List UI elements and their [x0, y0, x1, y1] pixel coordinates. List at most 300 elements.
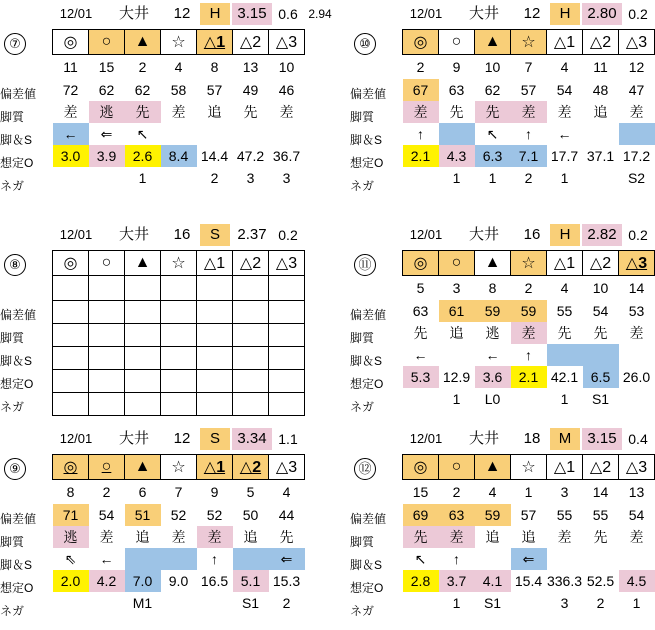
hensachi-cell: 62: [484, 82, 501, 98]
empty-cell: [53, 276, 89, 301]
kyaku-cell: 差: [171, 104, 186, 120]
horse-number: 2: [102, 484, 111, 500]
hensachi-cell: 53: [628, 303, 645, 319]
row-label-soutei: 想定O: [0, 581, 34, 595]
soutei-cell: 8.4: [161, 145, 197, 167]
soutei-cell: 36.7: [272, 148, 301, 164]
ashi-cell: ⇐: [100, 125, 113, 142]
hensachi-cell: 55: [556, 303, 573, 319]
race-table: [402, 454, 655, 614]
nega-cell: 1: [452, 391, 461, 407]
ashi-cell: ↑: [525, 347, 532, 363]
horse-number: 4: [488, 484, 497, 500]
kyaku-cell: 差: [511, 322, 547, 344]
race-table: [402, 29, 655, 189]
mark-cell: ○: [89, 251, 125, 276]
hensachi-cell: 59: [475, 300, 511, 322]
soutei-cell: 14.4: [200, 148, 229, 164]
row-label-soutei: 想定O: [350, 156, 384, 170]
race-number-badge: ⑧: [4, 254, 26, 276]
row-label-soutei: 想定O: [350, 377, 384, 391]
race-runner-count: 16: [173, 226, 191, 243]
soutei-cell: 3.6: [475, 366, 511, 388]
hensachi-cell: 52: [170, 507, 187, 523]
nega-cell: [197, 592, 233, 614]
kyaku-cell: 差: [403, 101, 439, 123]
horse-number: 9: [210, 484, 219, 500]
nega-cell: [161, 167, 197, 189]
hensachi-cell: 44: [278, 507, 295, 523]
empty-cell: [161, 324, 197, 347]
race-value-3: 2.94: [308, 7, 332, 21]
hensachi-cell: 67: [403, 79, 439, 101]
race-runner-count: 16: [523, 226, 541, 243]
nega-cell: 2: [210, 170, 219, 186]
nega-cell: [161, 592, 197, 614]
nega-cell: S1: [241, 595, 260, 611]
race-number-badge: ⑦: [4, 33, 26, 55]
horse-number: 2: [138, 59, 147, 75]
horse-number: 4: [560, 59, 569, 75]
ashi-cell: ←: [53, 123, 89, 145]
empty-cell: [233, 370, 269, 393]
race-header: [52, 224, 372, 248]
mark-cell: △3: [269, 251, 305, 276]
nega-cell: M1: [132, 595, 153, 611]
kyaku-cell: 先: [593, 529, 608, 545]
mark-cell: △2: [583, 455, 619, 480]
empty-cell: [197, 276, 233, 301]
row-label-kyaku: 脚質: [350, 331, 375, 345]
mark-cell: ☆: [161, 251, 197, 276]
kyaku-cell: 差: [99, 529, 114, 545]
soutei-cell: 3.0: [53, 145, 89, 167]
race-date: 12/01: [409, 6, 443, 21]
soutei-cell: 47.2: [236, 148, 265, 164]
soutei-cell: 2.6: [125, 145, 161, 167]
horse-number: 14: [628, 280, 645, 296]
race-value-1: 3.15: [582, 428, 622, 450]
mark-cell: ▲: [475, 251, 511, 276]
race-track: 大井: [468, 5, 499, 22]
horse-number: 13: [628, 484, 645, 500]
kyaku-cell: 先: [413, 325, 428, 341]
empty-cell: [53, 301, 89, 324]
mark-cell: ☆: [511, 30, 547, 55]
horse-number: 1: [524, 484, 533, 500]
soutei-cell: 16.5: [200, 573, 229, 589]
soutei-cell: 9.0: [168, 573, 189, 589]
empty-cell: [269, 347, 305, 370]
soutei-cell: 336.3: [546, 573, 583, 589]
race-header: [52, 3, 372, 27]
race-grade: H: [550, 224, 580, 246]
kyaku-cell: 逃: [89, 101, 125, 123]
soutei-cell: 7.1: [511, 145, 547, 167]
mark-cell: △3: [269, 455, 305, 480]
hensachi-cell: 62: [134, 82, 151, 98]
row-label-nega: ネガ: [0, 179, 25, 193]
race-value-1: 2.80: [582, 3, 622, 25]
row-label-ashi: 脚＆S: [350, 354, 383, 368]
horse-number: 10: [484, 59, 501, 75]
race-date: 12/01: [409, 431, 443, 446]
ashi-cell: ↑: [417, 126, 424, 142]
horse-number: 11: [63, 59, 78, 75]
horse-number: 4: [282, 484, 291, 500]
soutei-cell: 3.7: [439, 570, 475, 592]
mark-cell: ◎: [53, 455, 89, 480]
soutei-cell: 5.3: [403, 366, 439, 388]
soutei-cell: 7.0: [125, 570, 161, 592]
soutei-cell: 2.0: [53, 570, 89, 592]
horse-number: 15: [412, 484, 429, 500]
race-runner-count: 18: [523, 430, 541, 447]
horse-number: 12: [628, 59, 645, 75]
nega-cell: 1: [560, 170, 569, 186]
row-label-soutei: 想定O: [350, 581, 384, 595]
ashi-cell: [233, 123, 269, 145]
race-header: [402, 428, 655, 452]
race-grade: S: [200, 224, 230, 246]
empty-cell: [89, 393, 125, 416]
hensachi-cell: 54: [556, 82, 573, 98]
kyaku-cell: 先: [593, 325, 608, 341]
race-value-2: 0.2: [628, 6, 648, 22]
mark-cell: ☆: [161, 30, 197, 55]
nega-cell: 2: [282, 595, 291, 611]
ashi-cell: [125, 548, 161, 570]
race-number-badge: ⑪: [354, 254, 376, 276]
nega-cell: [619, 388, 655, 410]
mark-cell: △1: [547, 30, 583, 55]
row-label-kyaku: 脚質: [0, 110, 25, 124]
mark-cell: ◎: [53, 30, 89, 55]
ashi-cell: [475, 548, 511, 570]
race-date: 12/01: [59, 431, 93, 446]
horse-number: 7: [174, 484, 183, 500]
nega-cell: S1: [483, 595, 502, 611]
row-label-hensachi: 偏差値: [0, 87, 37, 101]
horse-number: 4: [560, 280, 569, 296]
soutei-cell: 2.1: [403, 145, 439, 167]
race-value-1: 2.37: [237, 226, 267, 243]
hensachi-cell: 49: [242, 82, 259, 98]
horse-number: 11: [593, 59, 608, 75]
empty-cell: [197, 301, 233, 324]
mark-cell: ▲: [125, 251, 161, 276]
empty-cell: [53, 393, 89, 416]
nega-cell: [511, 388, 547, 410]
hensachi-cell: 57: [520, 82, 537, 98]
race-date: 12/01: [59, 227, 93, 242]
ashi-cell: ←: [557, 126, 572, 142]
empty-cell: [53, 347, 89, 370]
empty-cell: [161, 347, 197, 370]
nega-cell: 1: [632, 595, 641, 611]
hensachi-cell: 58: [170, 82, 187, 98]
kyaku-cell: 追: [207, 104, 222, 120]
ashi-cell: [619, 123, 655, 145]
kyaku-cell: 差: [279, 104, 294, 120]
ashi-cell: [161, 548, 197, 570]
empty-cell: [197, 347, 233, 370]
soutei-cell: 2.1: [511, 366, 547, 388]
race-value-2: 0.6: [278, 6, 298, 22]
empty-cell: [269, 276, 305, 301]
soutei-cell: 26.0: [622, 369, 651, 385]
nega-cell: 2: [524, 170, 533, 186]
race-header: [402, 3, 655, 27]
mark-cell: △1: [197, 455, 233, 480]
kyaku-cell: 先: [557, 325, 572, 341]
hensachi-cell: 51: [125, 504, 161, 526]
row-label-soutei: 想定O: [0, 377, 34, 391]
nega-cell: [89, 592, 125, 614]
race-number-badge: ⑨: [4, 458, 26, 480]
nega-cell: [53, 167, 89, 189]
row-label-nega: ネガ: [0, 400, 25, 414]
horse-number: 2: [416, 59, 425, 75]
hensachi-cell: 69: [403, 504, 439, 526]
ashi-cell: [439, 123, 475, 145]
ashi-cell: [547, 344, 583, 366]
empty-cell: [125, 301, 161, 324]
row-label-kyaku: 脚質: [0, 535, 25, 549]
mark-cell: ▲: [475, 455, 511, 480]
race-runner-count: 12: [523, 5, 541, 22]
hensachi-cell: 55: [592, 507, 609, 523]
race-date: 12/01: [409, 227, 443, 242]
empty-cell: [125, 393, 161, 416]
hensachi-cell: 59: [511, 300, 547, 322]
mark-cell: △3: [269, 30, 305, 55]
hensachi-cell: 62: [98, 82, 115, 98]
empty-cell: [125, 324, 161, 347]
nega-cell: 2: [596, 595, 605, 611]
empty-cell: [53, 324, 89, 347]
empty-cell: [125, 347, 161, 370]
horse-number: 8: [66, 484, 75, 500]
mark-cell: ◎: [403, 30, 439, 55]
row-label-ashi: 脚＆S: [0, 133, 33, 147]
race-grade: S: [200, 428, 230, 450]
kyaku-cell: 先: [449, 104, 464, 120]
empty-cell: [233, 324, 269, 347]
empty-cell: [89, 347, 125, 370]
kyaku-cell: 追: [521, 529, 536, 545]
ashi-cell: ←: [413, 347, 428, 363]
row-label-ashi: 脚＆S: [0, 558, 33, 572]
race-grade: M: [550, 428, 580, 450]
soutei-cell: 42.1: [550, 369, 579, 385]
empty-cell: [197, 370, 233, 393]
race-table: [402, 250, 655, 410]
race-value-1: 3.34: [232, 428, 272, 450]
mark-cell: ○: [439, 251, 475, 276]
race-track: 大井: [118, 430, 149, 447]
mark-cell: △3: [619, 455, 655, 480]
hensachi-cell: 63: [412, 303, 429, 319]
row-label-nega: ネガ: [350, 400, 375, 414]
kyaku-cell: 追: [135, 529, 150, 545]
race-value-2: 1.1: [278, 431, 298, 447]
soutei-cell: 6.5: [583, 366, 619, 388]
race-table: [52, 29, 305, 189]
hensachi-cell: 46: [278, 82, 295, 98]
ashi-cell: ←: [99, 551, 114, 567]
mark-cell: ▲: [125, 30, 161, 55]
empty-cell: [197, 324, 233, 347]
mark-cell: △2: [233, 30, 269, 55]
empty-cell: [89, 370, 125, 393]
ashi-cell: [583, 548, 619, 570]
soutei-cell: 4.2: [89, 570, 125, 592]
horse-number: 5: [416, 280, 425, 296]
kyaku-cell: 追: [593, 104, 608, 120]
kyaku-cell: 逃: [53, 526, 89, 548]
kyaku-cell: 差: [629, 104, 644, 120]
empty-cell: [233, 347, 269, 370]
ashi-cell: ↖: [414, 550, 427, 567]
race-value-2: 0.4: [628, 431, 648, 447]
empty-cell: [161, 301, 197, 324]
nega-cell: [403, 167, 439, 189]
soutei-cell: 12.9: [442, 369, 471, 385]
empty-cell: [269, 393, 305, 416]
race-value-2: 0.2: [278, 227, 298, 243]
empty-cell: [89, 301, 125, 324]
empty-cell: [269, 370, 305, 393]
row-label-ashi: 脚＆S: [350, 558, 383, 572]
empty-cell: [233, 301, 269, 324]
kyaku-cell: 先: [243, 104, 258, 120]
empty-cell: [89, 276, 125, 301]
ashi-cell: [583, 344, 619, 366]
mark-cell: △2: [583, 30, 619, 55]
mark-cell: △3: [619, 251, 655, 276]
empty-cell: [197, 393, 233, 416]
race-track: 大井: [468, 430, 499, 447]
soutei-cell: 3.9: [89, 145, 125, 167]
mark-cell: △2: [583, 251, 619, 276]
kyaku-cell: 差: [511, 101, 547, 123]
hensachi-cell: 57: [206, 82, 223, 98]
empty-cell: [125, 276, 161, 301]
row-label-soutei: 想定O: [0, 156, 34, 170]
mark-cell: △1: [197, 251, 233, 276]
empty-cell: [269, 301, 305, 324]
kyaku-cell: 追: [485, 529, 500, 545]
ashi-cell: [547, 548, 583, 570]
soutei-cell: 15.3: [272, 573, 301, 589]
horse-number: 7: [524, 59, 533, 75]
ashi-cell: [161, 123, 197, 145]
nega-cell: S1: [591, 391, 610, 407]
ashi-cell: [439, 344, 475, 366]
nega-cell: [53, 592, 89, 614]
empty-cell: [233, 393, 269, 416]
row-label-hensachi: 偏差値: [0, 512, 37, 526]
soutei-cell: 4.3: [439, 145, 475, 167]
mark-cell: ☆: [161, 455, 197, 480]
ashi-cell: ⇖: [64, 550, 77, 567]
hensachi-cell: 54: [592, 303, 609, 319]
empty-cell: [125, 370, 161, 393]
hensachi-cell: 72: [62, 82, 79, 98]
race-grade: H: [550, 3, 580, 25]
ashi-cell: ←: [485, 347, 500, 363]
kyaku-cell: 差: [171, 529, 186, 545]
mark-cell: ○: [439, 30, 475, 55]
nega-cell: 1: [138, 170, 147, 186]
kyaku-cell: 追: [449, 325, 464, 341]
hensachi-cell: 71: [53, 504, 89, 526]
row-label-nega: ネガ: [350, 604, 375, 618]
nega-cell: 1: [452, 595, 461, 611]
empty-cell: [161, 393, 197, 416]
empty-cell: [161, 370, 197, 393]
race-runner-count: 12: [173, 430, 191, 447]
nega-cell: L0: [484, 391, 501, 407]
hensachi-cell: 50: [242, 507, 259, 523]
mark-cell: ▲: [475, 30, 511, 55]
nega-cell: 1: [452, 170, 461, 186]
race-date: 12/01: [59, 6, 93, 21]
kyaku-cell: 先: [475, 101, 511, 123]
kyaku-cell: 差: [557, 104, 572, 120]
ashi-cell: [269, 123, 305, 145]
soutei-cell: 5.1: [233, 570, 269, 592]
kyaku-cell: 追: [243, 529, 258, 545]
empty-cell: [269, 324, 305, 347]
mark-cell: ◎: [53, 251, 89, 276]
soutei-cell: 17.7: [550, 148, 579, 164]
hensachi-cell: 55: [556, 507, 573, 523]
nega-cell: [89, 167, 125, 189]
horse-number: 15: [98, 59, 115, 75]
empty-cell: [53, 370, 89, 393]
horse-number: 14: [592, 484, 609, 500]
mark-cell: ○: [439, 455, 475, 480]
row-label-kyaku: 脚質: [0, 331, 25, 345]
race-header: [52, 428, 372, 452]
race-header: [402, 224, 655, 248]
row-label-nega: ネガ: [0, 604, 25, 618]
soutei-cell: 4.5: [619, 570, 655, 592]
kyaku-cell: 先: [403, 526, 439, 548]
empty-cell: [161, 276, 197, 301]
ashi-cell: ↑: [211, 551, 218, 567]
ashi-cell: ↑: [453, 551, 460, 567]
kyaku-cell: 差: [63, 104, 78, 120]
horse-number: 6: [138, 484, 147, 500]
soutei-cell: 17.2: [622, 148, 651, 164]
horse-number: 3: [560, 484, 569, 500]
soutei-cell: 52.5: [586, 573, 615, 589]
nega-cell: 3: [246, 170, 255, 186]
kyaku-cell: 差: [197, 526, 233, 548]
mark-cell: △1: [547, 251, 583, 276]
mark-cell: △3: [619, 30, 655, 55]
ashi-cell: ↖: [486, 125, 499, 142]
soutei-cell: 37.1: [586, 148, 615, 164]
mark-cell: △1: [197, 30, 233, 55]
nega-cell: 3: [560, 595, 569, 611]
hensachi-cell: 48: [592, 82, 609, 98]
race-value-2: 0.2: [628, 227, 648, 243]
kyaku-cell: 差: [629, 529, 644, 545]
